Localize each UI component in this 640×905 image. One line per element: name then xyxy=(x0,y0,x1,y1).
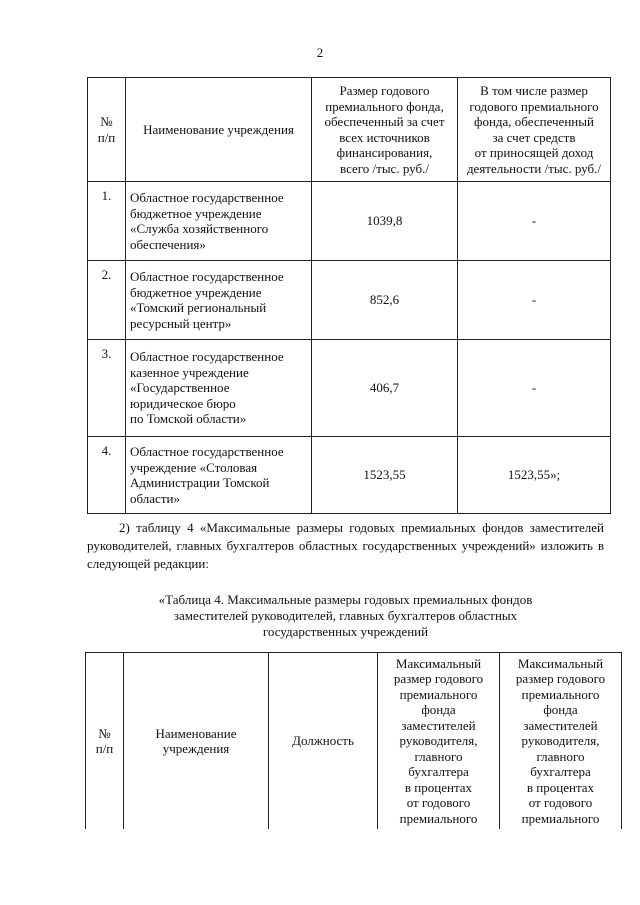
row-total-fund: 852,6 xyxy=(312,261,458,340)
table-header-row xyxy=(86,653,622,830)
row-income-fund: 1523,55»; xyxy=(458,437,611,514)
page-bottom-margin xyxy=(0,829,640,905)
row-total-fund: 1039,8 xyxy=(312,182,458,261)
header-institution-name: Наименование учреждения xyxy=(124,653,269,830)
header-total-fund: Размер годового премиального фонда, обеспеченный за счет всех источников финансирования, всего /тыс. руб./ xyxy=(312,78,458,182)
row-income-fund: - xyxy=(458,182,611,261)
row-income-fund: - xyxy=(458,261,611,340)
deputy-premium-table xyxy=(85,652,622,830)
table-header-row xyxy=(88,78,611,182)
header-max-fund-2: Максимальный размер годового премиального фонда заместителей руководителя, главного бухгалтера в процентах от годового премиального xyxy=(500,653,622,830)
table4-caption: «Таблица 4. Максимальные размеры годовых премиальных фондов заместителей руководителей, главных бухгалтеров областных государственных учреждений xyxy=(158,592,533,639)
header-income-fund: В том числе размер годового премиального фонда, обеспеченный за счет средств от приносящей доход деятельности /тыс. руб./ xyxy=(458,78,611,182)
row-number: 3. xyxy=(88,340,126,437)
premium-fund-table xyxy=(87,77,611,514)
row-institution-name: Областное государственное бюджетное учреждение «Служба хозяйственного обеспечения» xyxy=(126,182,312,261)
row-number: 2. xyxy=(88,261,126,340)
page-number: 2 xyxy=(316,45,324,60)
header-position: Должность xyxy=(269,653,378,830)
table-row xyxy=(88,261,611,340)
table-row xyxy=(88,437,611,514)
header-institution-name: Наименование учреждения xyxy=(126,78,312,182)
row-total-fund: 1523,55 xyxy=(312,437,458,514)
table-row xyxy=(88,340,611,437)
row-income-fund: - xyxy=(458,340,611,437)
header-max-fund-1: Максимальный размер годового премиального фонда заместителей руководителя, главного бухгалтера в процентах от годового премиального xyxy=(378,653,500,830)
row-total-fund: 406,7 xyxy=(312,340,458,437)
header-number: № п/п xyxy=(88,78,126,182)
row-institution-name: Областное государственное бюджетное учреждение «Томский региональный ресурсный центр» xyxy=(126,261,312,340)
amendment-paragraph: 2) таблицу 4 «Максимальные размеры годовых премиальных фондов заместителей руководителей, главных бухгалтеров областных государственных учреждений» изложить в следующей редакции: xyxy=(87,520,604,571)
row-number: 1. xyxy=(88,182,126,261)
row-institution-name: Областное государственное казенное учреждение «Государственное юридическое бюро по Томской области» xyxy=(126,340,312,437)
row-number: 4. xyxy=(88,437,126,514)
row-institution-name: Областное государственное учреждение «Столовая Администрации Томской области» xyxy=(126,437,312,514)
header-number: № п/п xyxy=(86,653,124,830)
table-row xyxy=(88,182,611,261)
